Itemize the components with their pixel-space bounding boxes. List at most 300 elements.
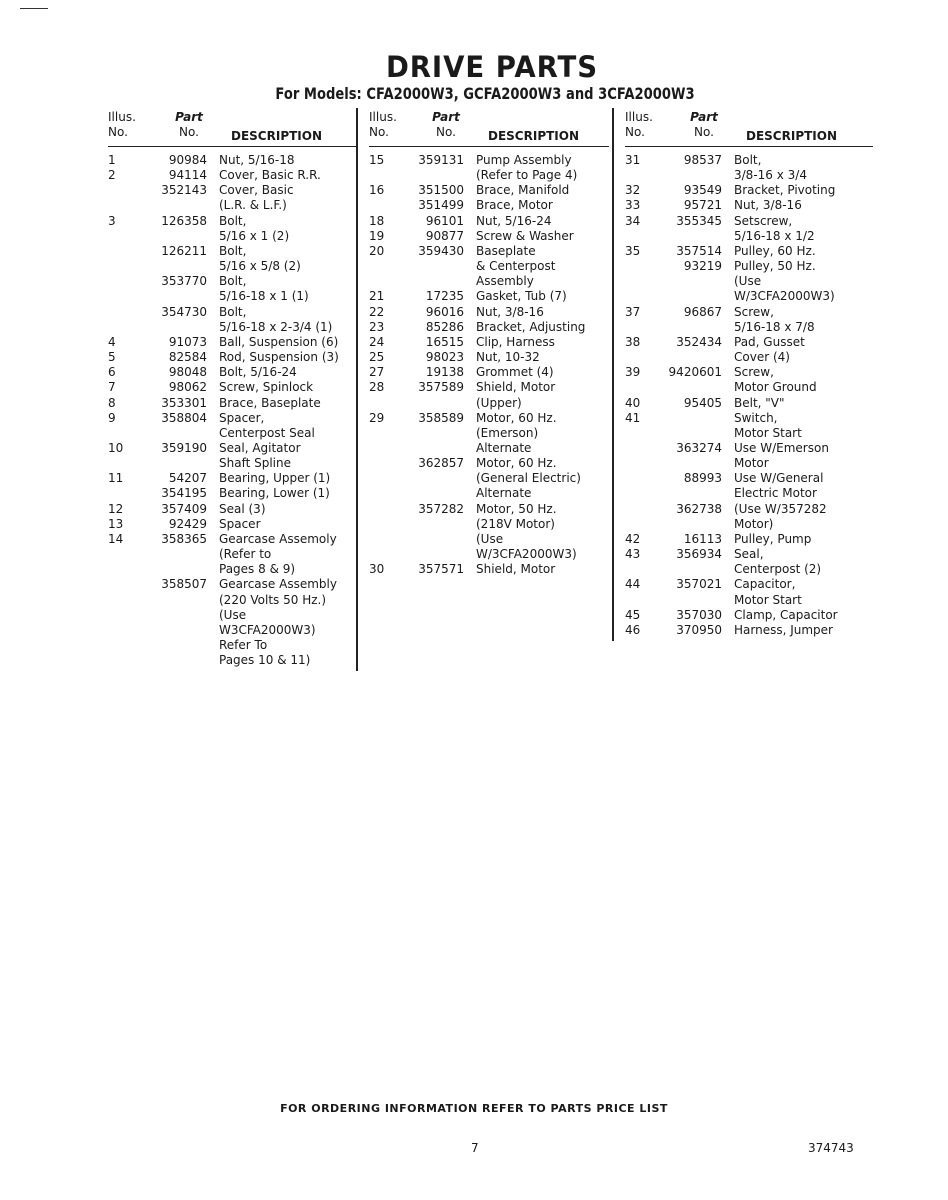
- illus-number: 29: [369, 410, 385, 425]
- illus-number: 46: [625, 622, 641, 637]
- part-number: 357282: [418, 501, 464, 516]
- part-row: [625, 365, 873, 395]
- part-description: [207, 183, 294, 213]
- description-line: Clamp, Capacitor: [734, 607, 838, 622]
- illus-number: 13: [108, 516, 124, 531]
- part-description: [722, 547, 821, 577]
- description-line: Rod, Suspension (3): [219, 350, 339, 365]
- part-description: [207, 380, 313, 395]
- part-number: 96016: [425, 304, 464, 319]
- description-line: Nut, 5/16-24: [476, 213, 552, 228]
- description-line: 3/8-16 x 3/4: [734, 168, 807, 183]
- illus-header: Illus. No.: [369, 110, 397, 139]
- illus-number: 2: [108, 168, 116, 183]
- part-row: [108, 244, 358, 274]
- part-row: [369, 562, 609, 577]
- description-line: Bolt,: [734, 153, 762, 167]
- part-number: 370950: [676, 622, 722, 637]
- part-number: 9420601: [668, 365, 722, 380]
- part-number: 54207: [168, 471, 207, 486]
- description-line: Setscrew,: [734, 213, 793, 228]
- part-description: [722, 441, 829, 471]
- description-header: DESCRIPTION: [488, 129, 580, 143]
- part-number: [665, 411, 722, 441]
- part-row: [369, 350, 609, 365]
- illus-number: 3: [108, 213, 116, 228]
- description-line: Gearcase Assembly: [219, 577, 337, 592]
- part-number: 126211: [161, 243, 207, 258]
- part-description: [722, 471, 823, 501]
- part-number: 353301: [161, 395, 207, 410]
- page-title: DRIVE PARTS: [385, 50, 599, 84]
- part-row: [625, 502, 873, 532]
- part-description: [207, 335, 338, 350]
- description-line: Brace, Motor: [476, 198, 553, 213]
- part-row: [625, 623, 873, 638]
- part-description: [464, 229, 574, 244]
- illus-number: 9: [108, 410, 116, 425]
- part-header: Part No.: [690, 110, 718, 139]
- part-row: [625, 198, 873, 213]
- description-line: Bolt,: [219, 243, 247, 258]
- part-number: 357409: [161, 501, 207, 516]
- description-line: Pages 8 & 9): [219, 562, 296, 577]
- part-description: [464, 456, 581, 501]
- illus-number: 14: [108, 531, 124, 546]
- description-line: Shaft Spline: [219, 456, 291, 471]
- part-description: [722, 183, 835, 198]
- description-line: (218V Motor): [476, 516, 555, 531]
- part-number: 354195: [161, 486, 207, 501]
- description-line: Motor): [734, 516, 774, 531]
- part-header: Part No.: [432, 110, 460, 139]
- part-row: [369, 214, 609, 229]
- part-description: [464, 350, 540, 365]
- description-line: Motor Start: [734, 425, 802, 440]
- description-line: Cover (4): [734, 350, 790, 365]
- part-row: [369, 365, 609, 380]
- illus-number: 30: [369, 562, 385, 577]
- illus-number: 16: [369, 183, 385, 198]
- description-line: (General Electric): [476, 471, 581, 486]
- part-row: [369, 183, 609, 198]
- part-description: [722, 396, 785, 411]
- description-line: Pump Assembly: [476, 153, 572, 167]
- description-line: Cover, Basic R.R.: [219, 168, 321, 183]
- part-row: [108, 517, 358, 532]
- illus-number: 18: [369, 213, 385, 228]
- part-description: [464, 411, 557, 456]
- illus-number: [369, 502, 409, 563]
- part-number: 95405: [683, 395, 722, 410]
- part-description: [464, 153, 577, 183]
- illus-number: 4: [108, 334, 116, 349]
- description-line: Motor: [734, 456, 769, 471]
- illus-number: 8: [108, 395, 116, 410]
- part-row: [369, 411, 609, 456]
- illus-header: Illus. No.: [625, 110, 653, 139]
- description-line: W3CFA2000W3): [219, 622, 316, 637]
- illus-number: 11: [108, 471, 124, 486]
- part-description: [207, 502, 266, 517]
- illus-header: Illus. No.: [108, 110, 136, 139]
- description-line: Alternate: [476, 486, 532, 501]
- description-line: Use W/Emerson: [734, 440, 829, 455]
- part-number: 16515: [425, 334, 464, 349]
- part-row: [108, 305, 358, 335]
- column-header: [369, 108, 609, 147]
- part-row: [108, 486, 358, 501]
- illus-number: 28: [369, 380, 385, 395]
- illus-number: 35: [625, 243, 641, 258]
- description-line: Spacer: [219, 516, 261, 531]
- illus-number: [108, 274, 148, 304]
- part-number: 94114: [168, 168, 207, 183]
- description-line: Motor, 60 Hz.: [476, 410, 557, 425]
- illus-number: 37: [625, 304, 641, 319]
- description-line: Gearcase Assemoly: [219, 531, 337, 546]
- part-description: [207, 486, 330, 501]
- part-number: 98048: [168, 365, 207, 380]
- description-line: (Refer to Page 4): [476, 168, 578, 183]
- part-row: [625, 471, 873, 501]
- part-row: [108, 577, 358, 668]
- part-number: 91073: [168, 334, 207, 349]
- part-description: [207, 365, 297, 380]
- part-row: [369, 244, 609, 289]
- illus-number: 19: [369, 228, 385, 243]
- part-description: [464, 289, 567, 304]
- description-line: Centerpost Seal: [219, 425, 315, 440]
- part-row: [625, 411, 873, 441]
- illus-number: 20: [369, 243, 385, 258]
- part-row: [625, 259, 873, 304]
- part-number: 357514: [676, 243, 722, 258]
- description-line: Shield, Motor: [476, 380, 556, 395]
- part-number: 88993: [683, 471, 722, 486]
- column-divider: [612, 108, 614, 641]
- description-line: Motor, 60 Hz.: [476, 456, 557, 471]
- description-line: 5/16-18 x 2-3/4 (1): [219, 319, 333, 334]
- part-row: [108, 380, 358, 395]
- part-number: 358365: [161, 531, 207, 546]
- part-description: [722, 502, 827, 532]
- part-description: [207, 244, 301, 274]
- part-row: [108, 350, 358, 365]
- description-line: Baseplate: [476, 243, 536, 258]
- part-description: [207, 274, 309, 304]
- parts-column-2: [369, 108, 609, 577]
- parts-column-3: [625, 108, 873, 638]
- models-subtitle: For Models: CFA2000W3, GCFA2000W3 and 3CFA2000W3: [275, 84, 695, 103]
- parts-column-1: [108, 108, 358, 668]
- part-description: [464, 502, 577, 563]
- part-description: [722, 623, 833, 638]
- description-line: Refer To: [219, 638, 268, 652]
- illus-number: 15: [369, 153, 385, 167]
- part-number: 98537: [683, 153, 722, 167]
- part-description: [722, 365, 817, 395]
- illus-number: 34: [625, 213, 641, 228]
- description-line: Belt, "V": [734, 395, 785, 410]
- part-description: [207, 350, 339, 365]
- part-number: 359430: [418, 243, 464, 258]
- part-description: [464, 183, 569, 198]
- description-line: Nut, 3/8-16: [734, 198, 802, 213]
- illus-number: 12: [108, 501, 124, 516]
- description-line: Cover, Basic: [219, 183, 294, 198]
- description-line: (Upper): [476, 395, 522, 410]
- part-number: 352434: [676, 334, 722, 349]
- description-line: Switch,: [734, 410, 778, 425]
- part-number: 95721: [683, 198, 722, 213]
- description-line: Nut, 10-32: [476, 350, 540, 365]
- illus-number: 32: [625, 183, 641, 198]
- part-row: [625, 153, 873, 183]
- part-description: [464, 380, 555, 410]
- description-line: Brace, Baseplate: [219, 395, 321, 410]
- description-line: Seal, Agitator: [219, 440, 301, 455]
- description-line: (Use W/357282: [734, 501, 827, 516]
- description-line: (Emerson): [476, 425, 539, 440]
- description-line: Electric Motor: [734, 486, 817, 501]
- illus-number: 43: [625, 547, 641, 562]
- part-row: [108, 441, 358, 471]
- part-number: 351500: [418, 183, 464, 198]
- description-line: & Centerpost: [476, 259, 556, 274]
- description-line: Motor Ground: [734, 380, 817, 395]
- part-number: 85286: [425, 319, 464, 334]
- description-line: Screw, Spinlock: [219, 380, 314, 395]
- illus-number: 6: [108, 365, 116, 380]
- description-line: Use W/General: [734, 471, 824, 486]
- illus-number: 24: [369, 334, 385, 349]
- part-row: [108, 168, 358, 183]
- part-description: [207, 305, 332, 335]
- part-description: [207, 411, 315, 441]
- part-number: 358804: [161, 410, 207, 425]
- part-description: [722, 335, 805, 365]
- part-row: [108, 471, 358, 486]
- description-line: Capacitor,: [734, 577, 796, 592]
- part-row: [108, 214, 358, 244]
- part-row: [625, 547, 873, 577]
- document-number: 374743: [808, 1141, 854, 1155]
- description-line: Harness, Jumper: [734, 622, 833, 637]
- part-row: [369, 320, 609, 335]
- illus-number: 27: [369, 365, 385, 380]
- part-row: [369, 289, 609, 304]
- part-number: 359131: [418, 153, 464, 167]
- part-number: 354730: [161, 304, 207, 319]
- column-divider: [356, 108, 358, 671]
- part-row: [625, 183, 873, 198]
- part-row: [369, 229, 609, 244]
- part-number: 359190: [161, 440, 207, 455]
- part-description: [207, 532, 337, 577]
- illus-number: [625, 502, 665, 532]
- part-description: [722, 305, 815, 335]
- illus-number: 25: [369, 350, 385, 365]
- part-number: 93219: [683, 259, 722, 274]
- part-row: [108, 396, 358, 411]
- illus-number: 39: [625, 365, 641, 380]
- description-line: Gasket, Tub (7): [476, 289, 567, 304]
- description-line: Motor, 50 Hz.: [476, 501, 557, 516]
- part-number: 362738: [676, 501, 722, 516]
- illus-number: [369, 456, 409, 501]
- part-number: 351499: [418, 198, 464, 213]
- description-line: Alternate: [476, 440, 532, 455]
- description-line: Screw,: [734, 304, 774, 319]
- part-number: 16113: [683, 531, 722, 546]
- illus-number: [108, 305, 148, 335]
- description-line: Shield, Motor: [476, 562, 556, 577]
- part-number: 352143: [161, 183, 207, 198]
- description-line: Pad, Gusset: [734, 334, 805, 349]
- illus-number: [625, 259, 665, 304]
- illus-number: [625, 471, 665, 501]
- part-description: [207, 396, 321, 411]
- part-description: [722, 259, 835, 304]
- part-description: [464, 320, 585, 335]
- part-description: [207, 168, 321, 183]
- part-row: [625, 608, 873, 623]
- description-line: 5/16-18 x 7/8: [734, 319, 815, 334]
- part-number: 19138: [425, 365, 464, 380]
- part-number: 93549: [683, 183, 722, 198]
- part-row: [108, 183, 358, 213]
- part-row: [369, 153, 609, 183]
- part-row: [369, 456, 609, 501]
- part-row: [108, 274, 358, 304]
- part-number: 82584: [168, 350, 207, 365]
- illus-number: 44: [625, 577, 641, 592]
- part-number: 357030: [676, 607, 722, 622]
- part-row: [625, 305, 873, 335]
- part-number: 357589: [418, 380, 464, 395]
- illus-number: 41: [625, 410, 641, 425]
- part-number: 363274: [676, 440, 722, 455]
- part-row: [369, 502, 609, 563]
- description-line: Pulley, 50 Hz.: [734, 259, 816, 274]
- part-number: 357571: [418, 562, 464, 577]
- part-description: [464, 335, 555, 350]
- description-line: Screw,: [734, 365, 774, 380]
- part-description: [464, 198, 553, 213]
- description-line: 5/16-18 x 1/2: [734, 228, 815, 243]
- part-description: [207, 577, 337, 668]
- part-number: 357021: [676, 577, 722, 592]
- part-number: 98062: [168, 380, 207, 395]
- description-line: Pages 10 & 11): [219, 653, 311, 668]
- part-number: 90984: [168, 153, 207, 167]
- description-line: 5/16-18 x 1 (1): [219, 289, 309, 304]
- part-row: [108, 365, 358, 380]
- column-header: [108, 108, 358, 147]
- part-row: [108, 502, 358, 517]
- part-row: [625, 396, 873, 411]
- part-number: 362857: [418, 456, 464, 471]
- part-description: [464, 214, 551, 229]
- description-line: Screw & Washer: [476, 228, 574, 243]
- part-description: [464, 562, 555, 577]
- part-description: [722, 411, 802, 441]
- illus-number: 21: [369, 289, 385, 304]
- part-description: [722, 153, 807, 183]
- part-description: [464, 305, 544, 320]
- description-header: DESCRIPTION: [231, 129, 323, 143]
- illus-number: 22: [369, 304, 385, 319]
- description-line: Motor Start: [734, 592, 802, 607]
- part-row: [369, 198, 609, 213]
- page-number: 7: [471, 1141, 479, 1155]
- part-row: [108, 532, 358, 577]
- description-line: Bolt,: [219, 213, 247, 228]
- description-line: Clip, Harness: [476, 334, 555, 349]
- description-line: Bearing, Lower (1): [219, 486, 330, 501]
- part-number: 92429: [168, 516, 207, 531]
- description-line: Nut, 3/8-16: [476, 304, 544, 319]
- part-description: [722, 608, 838, 623]
- illus-number: [108, 183, 148, 213]
- illus-number: 10: [108, 440, 124, 455]
- part-number: 98023: [425, 350, 464, 365]
- part-description: [722, 577, 802, 607]
- part-description: [207, 153, 294, 168]
- illus-number: 31: [625, 153, 641, 167]
- illus-number: 5: [108, 350, 116, 365]
- part-number: 96101: [425, 213, 464, 228]
- description-line: (L.R. & L.F.): [219, 198, 287, 213]
- illus-number: [108, 244, 148, 274]
- part-number: 126358: [161, 213, 207, 228]
- part-description: [464, 244, 555, 289]
- description-line: (220 Volts 50 Hz.): [219, 592, 327, 607]
- description-header: DESCRIPTION: [746, 129, 838, 143]
- scan-mark: [20, 8, 48, 9]
- part-description: [722, 532, 811, 547]
- description-line: (Use: [476, 531, 504, 546]
- description-line: 5/16 x 1 (2): [219, 228, 290, 243]
- illus-number: 40: [625, 395, 641, 410]
- part-row: [625, 532, 873, 547]
- description-line: Ball, Suspension (6): [219, 334, 339, 349]
- column-header: [625, 108, 873, 147]
- description-line: Centerpost (2): [734, 562, 822, 577]
- description-line: Brace, Manifold: [476, 183, 570, 198]
- description-line: Bolt,: [219, 274, 247, 289]
- ordering-note: FOR ORDERING INFORMATION REFER TO PARTS PRICE LIST: [280, 1102, 668, 1115]
- illus-number: [108, 577, 148, 668]
- part-number: 355345: [676, 213, 722, 228]
- part-description: [722, 198, 802, 213]
- illus-number: 38: [625, 334, 641, 349]
- part-description: [722, 214, 815, 244]
- part-row: [369, 380, 609, 410]
- part-description: [722, 244, 816, 259]
- description-line: Pulley, Pump: [734, 531, 812, 546]
- description-line: Pulley, 60 Hz.: [734, 243, 816, 258]
- illus-number: [625, 441, 665, 471]
- illus-number: [369, 198, 409, 213]
- description-line: Bolt, 5/16-24: [219, 365, 297, 380]
- part-description: [207, 214, 289, 244]
- part-number: 353770: [161, 274, 207, 289]
- part-row: [369, 335, 609, 350]
- illus-number: 7: [108, 380, 116, 395]
- description-line: Bracket, Pivoting: [734, 183, 836, 198]
